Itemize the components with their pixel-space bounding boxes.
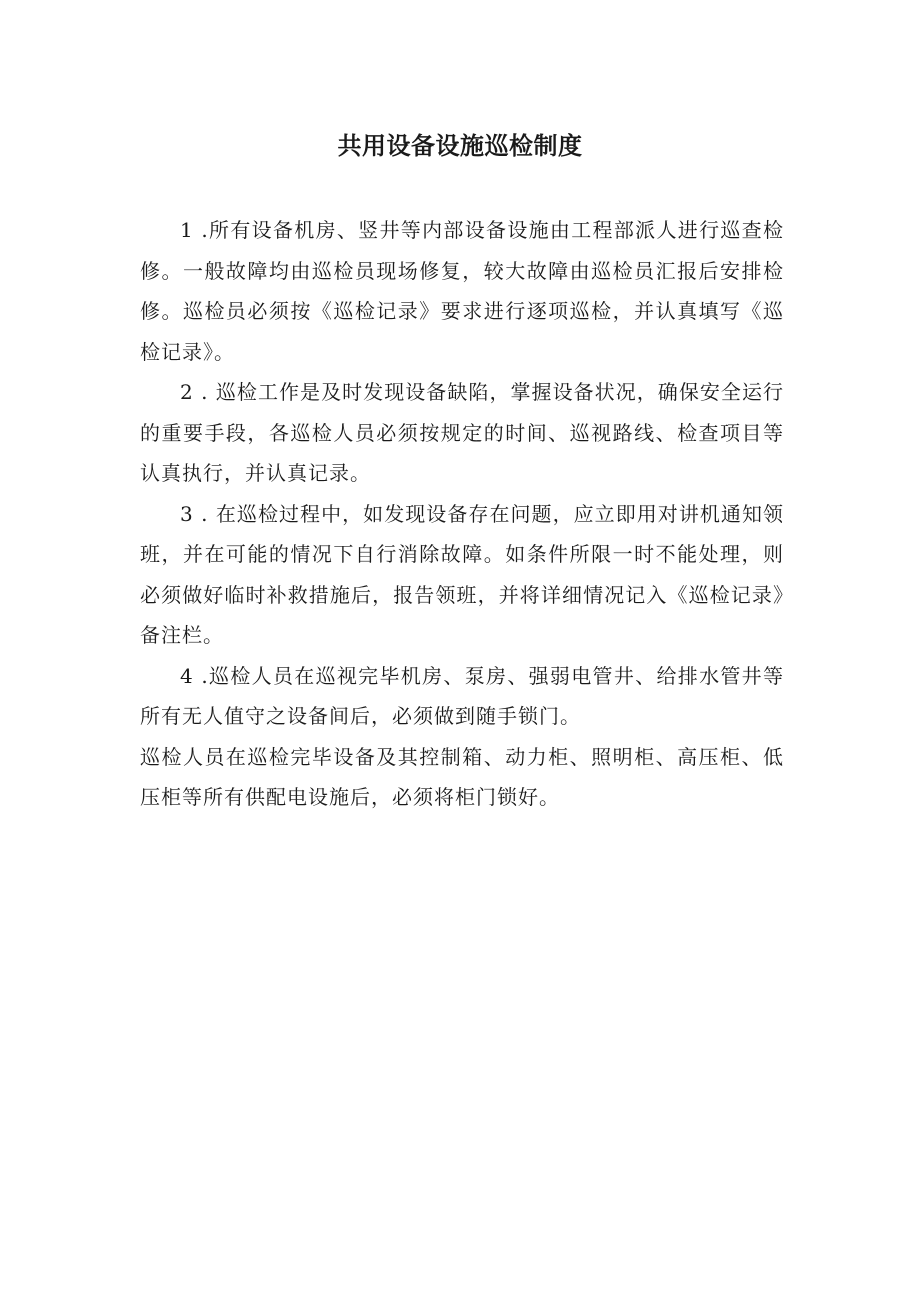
paragraph-1: 1 .所有设备机房、竖井等内部设备设施由工程部派人进行巡查检修。一般故障均由巡检员现场修复，较大故障由巡检员汇报后安排检修。巡检员必须按《巡检记录》要求进行逐项巡检，并认真填写《巡检记录》。: [140, 218, 784, 364]
paragraph-2: 2 . 巡检工作是及时发现设备缺陷，掌握设备状况，确保安全运行的重要手段，各巡检人员必须按规定的时间、巡视路线、检查项目等认真执行，并认真记录。: [140, 380, 784, 485]
document-body: [140, 210, 784, 818]
paragraph-3: 3 . 在巡检过程中，如发现设备存在问题，应立即用对讲机通知领班，并在可能的情况下自行消除故障。如条件所限一时不能处理，则必须做好临时补救措施后，报告领班，并将详细情况记入《巡检记录》备注栏。: [140, 501, 784, 647]
paragraph-5: 巡检人员在巡检完毕设备及其控制箱、动力柜、照明柜、高压柜、低压柜等所有供配电设施后，必须将柜门锁好。: [140, 744, 784, 809]
paragraph-4: 4 .巡检人员在巡视完毕机房、泵房、强弱电管井、给排水管井等所有无人值守之设备间后，必须做到随手锁门。: [140, 663, 784, 728]
document-title: 共用设备设施巡检制度: [337, 132, 583, 160]
